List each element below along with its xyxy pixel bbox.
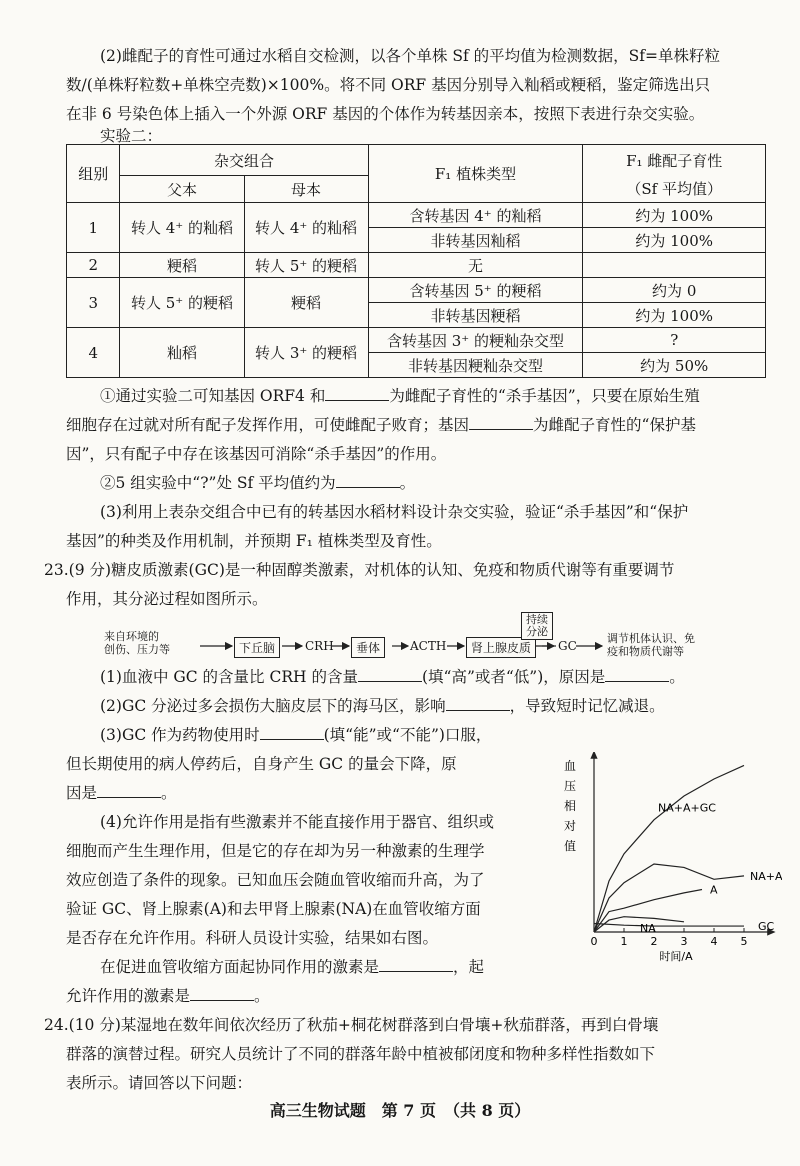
q22-sub2-a: ②5 组实验中“?”处 Sf 平均值约为 (100, 474, 336, 492)
series-label: NA+A (750, 869, 782, 883)
flow-source (104, 630, 170, 656)
q23-sub4-q-d: 。 (254, 987, 270, 1005)
th-mother: 母本 (244, 176, 368, 203)
q23-sub2-b: ，导致短时记忆减退。 (509, 697, 665, 715)
x-tick-label: 3 (680, 935, 688, 948)
q24-line2: 群落的演替过程。研究人员统计了不同的群落年龄中植被郁闭度和物种多样性指数如下 (66, 1045, 656, 1063)
q23-sub1 (66, 663, 766, 692)
chart-axes (594, 754, 772, 932)
q23-sub3-line2: 但长期使用的病人停药后，自身产生 GC 的量会下降，原 (66, 755, 457, 773)
q23-sub4-question (66, 953, 546, 982)
answer-blank[interactable] (97, 783, 161, 798)
label-acth: ACTH (410, 639, 447, 653)
q22-sub2-b: 。 (399, 474, 416, 492)
q22-sub1-d: 为雌配子育性的“保护基 (533, 416, 696, 434)
answer-blank[interactable] (260, 725, 324, 740)
sustain-line1: 持续 (526, 613, 548, 626)
q22-sub1-line3: 因”，只有配子中存在该基因可消除“杀手基因”的作用。 (66, 445, 447, 463)
label-gc: GC (558, 639, 577, 653)
q23-sub1-b: (填“高”或者“低”)，原因是 (421, 668, 606, 686)
q23-sub3-line3 (66, 779, 546, 808)
q22-sub1-c: 细胞存在过就对所有配子发挥作用，可使雌配子败育；基因 (66, 416, 470, 434)
cell-r1b-sf: 约为 100% (583, 228, 766, 253)
flow-effect (607, 632, 695, 658)
cell-r4b-sf: 约为 50% (583, 353, 766, 378)
answer-blank[interactable] (190, 986, 254, 1001)
q22-sub1-line1 (66, 382, 766, 411)
q24-line1: 24.(10 分)某湿地在数年间依次经历了秋茄+桐花树群落到白骨壤+秋茄群落，再到白骨壤 (44, 1016, 659, 1034)
cell-r3b-type: 非转基因粳稻 (368, 303, 583, 328)
node-hypothalamus: 下丘脑 (234, 637, 280, 658)
node-sustained-secretion (521, 612, 553, 640)
cell-r1a-type: 含转基因 4⁺ 的籼稻 (368, 203, 583, 228)
x-tick-label: 4 (710, 935, 718, 948)
q22-part3-line1: (3)利用上表杂交组合中已有的转基因水稻材料设计杂交实验，验证“杀手基因”和“保护 (100, 503, 689, 521)
page-footer: 高三生物试题 第 7 页 （共 8 页） (269, 1101, 531, 1120)
th-sf2: （Sf 平均值） (583, 176, 766, 203)
y-axis-label-char: 值 (563, 839, 577, 853)
cell-r2-mother: 转人 5⁺ 的粳稻 (244, 253, 368, 278)
q23-sub3-a: (3)GC 作为药物使用时 (100, 726, 260, 744)
sustain-line2: 分泌 (526, 625, 548, 638)
experiment2-title: 实验二： (100, 127, 163, 145)
label-crh: CRH (305, 639, 334, 653)
th-f1-type: F₁ 植株类型 (368, 145, 583, 203)
q23-intro-line1: 23.(9 分)糖皮质激素(GC)是一种固醇类激素，对机体的认知、免疫和物质代谢等有重要调节 (44, 561, 675, 579)
q22-part2-line1: (2)雌配子的育性可通过水稻自交检测，以各个单株 Sf 的平均值为检测数据，Sf=单株籽粒 (100, 47, 721, 65)
blood-pressure-chart (562, 752, 782, 982)
cell-r2-sf (583, 253, 766, 278)
cell-r4-group: 4 (67, 328, 120, 378)
q23-sub4-question-line2 (66, 982, 546, 1011)
cell-r2-group: 2 (67, 253, 120, 278)
q22-sub1-b: 为雌配子育性的“杀手基因”，只要在原始生殖 (389, 387, 700, 405)
node-pituitary: 垂体 (351, 637, 385, 658)
x-tick-label: 0 (590, 935, 598, 948)
q23-sub4-line3: 效应创造了条件的现象。已知血压会随血管收缩而升高，为了 (66, 871, 485, 889)
q22-part2-line2: 数/(单株籽粒数+单株空壳数)×100%。将不同 ORF 基因分别导入籼稻或粳稻，鉴定筛选出只 (66, 76, 711, 94)
q23-sub1-a: (1)血液中 GC 的含量比 CRH 的含量 (100, 668, 358, 686)
chart-svg (562, 752, 782, 982)
series-label: NA (640, 921, 656, 935)
cell-r3b-sf: 约为 100% (583, 303, 766, 328)
series-line-gc (594, 924, 744, 927)
answer-blank[interactable] (379, 957, 453, 972)
q23-sub4-q-c: 允许作用的激素是 (66, 987, 191, 1005)
th-sf1: F₁ 雌配子育性 (583, 145, 766, 176)
answer-blank[interactable] (358, 667, 422, 682)
cell-r4a-type: 含转基因 3⁺ 的粳籼杂交型 (368, 328, 583, 353)
answer-blank[interactable] (446, 696, 510, 711)
x-tick-label: 2 (650, 935, 658, 948)
cell-r4b-type: 非转基因粳籼杂交型 (368, 353, 583, 378)
th-group: 组别 (67, 145, 120, 203)
x-tick-label: 1 (620, 935, 628, 948)
series-label: A (710, 883, 718, 897)
q23-sub3-d: 因是 (66, 784, 98, 802)
answer-blank[interactable] (336, 473, 400, 488)
cell-r1-mother: 转人 4⁺ 的籼稻 (244, 203, 368, 253)
y-axis-label-char: 压 (563, 779, 577, 793)
q23-sub4-line4: 验证 GC、肾上腺素(A)和去甲肾上腺素(NA)在血管收缩方面 (66, 900, 481, 918)
flow-effect-line1: 调节机体认识、免 (607, 632, 695, 645)
q22-part2-line3: 在非 6 号染色体上插入一个外源 ORF 基因的个体作为转基因亲本，按照下表进行杂交实验。 (66, 105, 705, 123)
q24-intro (44, 1011, 788, 1098)
cell-r3-mother: 粳稻 (244, 278, 368, 328)
q23-intro-line2: 作用，其分泌过程如图所示。 (66, 590, 268, 608)
q23-sub4-line1: (4)允许作用是指有些激素并不能直接作用于器官、组织或 (100, 813, 494, 831)
q23-sub4-line2: 细胞而产生生理作用，但是它的存在却为另一种激素的生理学 (66, 842, 485, 860)
answer-blank[interactable] (325, 386, 389, 401)
th-father: 父本 (120, 176, 244, 203)
series-line-na-a (594, 864, 744, 932)
node-adrenal-cortex: 肾上腺皮质 (466, 637, 536, 658)
cell-r2-father: 粳稻 (120, 253, 244, 278)
cell-r1a-sf: 约为 100% (583, 203, 766, 228)
cell-r3a-sf: 约为 0 (583, 278, 766, 303)
q22-sub1-line2 (66, 411, 766, 440)
cell-r1-father: 转人 4⁺ 的籼稻 (120, 203, 244, 253)
q23-sub4-q-a: 在促进血管收缩方面起协同作用的激素是 (100, 958, 380, 976)
x-axis-label: 时间/A (659, 950, 693, 963)
x-tick-label: 5 (740, 935, 748, 948)
q23-sub2-a: (2)GC 分泌过多会损伤大脑皮层下的海马区，影响 (100, 697, 446, 715)
q23-sub2 (66, 692, 766, 721)
series-line-na-a-gc (594, 765, 744, 932)
y-axis-label-char: 相 (563, 799, 577, 813)
flow-effect-line2: 疫和物质代谢等 (607, 645, 684, 658)
q23-sub4-q-b: ，起 (453, 958, 485, 976)
cell-r1b-type: 非转基因籼稻 (368, 228, 583, 253)
q24-line3: 表所示。请回答以下问题： (66, 1074, 253, 1092)
cell-r4-father: 籼稻 (120, 328, 244, 378)
flow-source-line1: 来自环境的 (104, 630, 159, 643)
q23-sub4-line5: 是否存在允许作用。科研人员设计实验，结果如右图。 (66, 929, 439, 947)
cell-r3-group: 3 (67, 278, 120, 328)
y-axis-label-char: 血 (563, 759, 577, 773)
q22-part3-line2: 基因”的种类及作用机制，并预期 F₁ 植株类型及育性。 (66, 532, 442, 550)
cell-r3a-type: 含转基因 5⁺ 的粳稻 (368, 278, 583, 303)
cell-r2-type: 无 (368, 253, 583, 278)
cell-r4a-sf: ? (583, 328, 766, 353)
th-cross: 杂交组合 (120, 145, 368, 176)
series-label: GC (758, 920, 775, 934)
q22-sub2 (66, 469, 766, 498)
q23-sub3-b: (填“能”或“不能”)口服， (323, 726, 492, 744)
cell-r4-mother: 转人 3⁺ 的粳稻 (244, 328, 368, 378)
cell-r3-father: 转人 5⁺ 的粳稻 (120, 278, 244, 328)
experiment2-table (66, 144, 766, 378)
answer-blank[interactable] (605, 667, 669, 682)
cell-r1-group: 1 (67, 203, 120, 253)
series-label: NA+A+GC (658, 801, 716, 815)
q23-sub3-e: 。 (161, 784, 177, 802)
q23-intro (44, 556, 788, 614)
q23-sub1-c: 。 (669, 668, 685, 686)
q22-sub1-a: ①通过实验二可知基因 ORF4 和 (100, 387, 326, 405)
q23-sub3-line1 (66, 721, 546, 750)
y-axis-label-char: 对 (563, 819, 577, 833)
flow-source-line2: 创伤、压力等 (104, 643, 170, 656)
chart-lines (594, 765, 744, 932)
answer-blank[interactable] (469, 415, 533, 430)
